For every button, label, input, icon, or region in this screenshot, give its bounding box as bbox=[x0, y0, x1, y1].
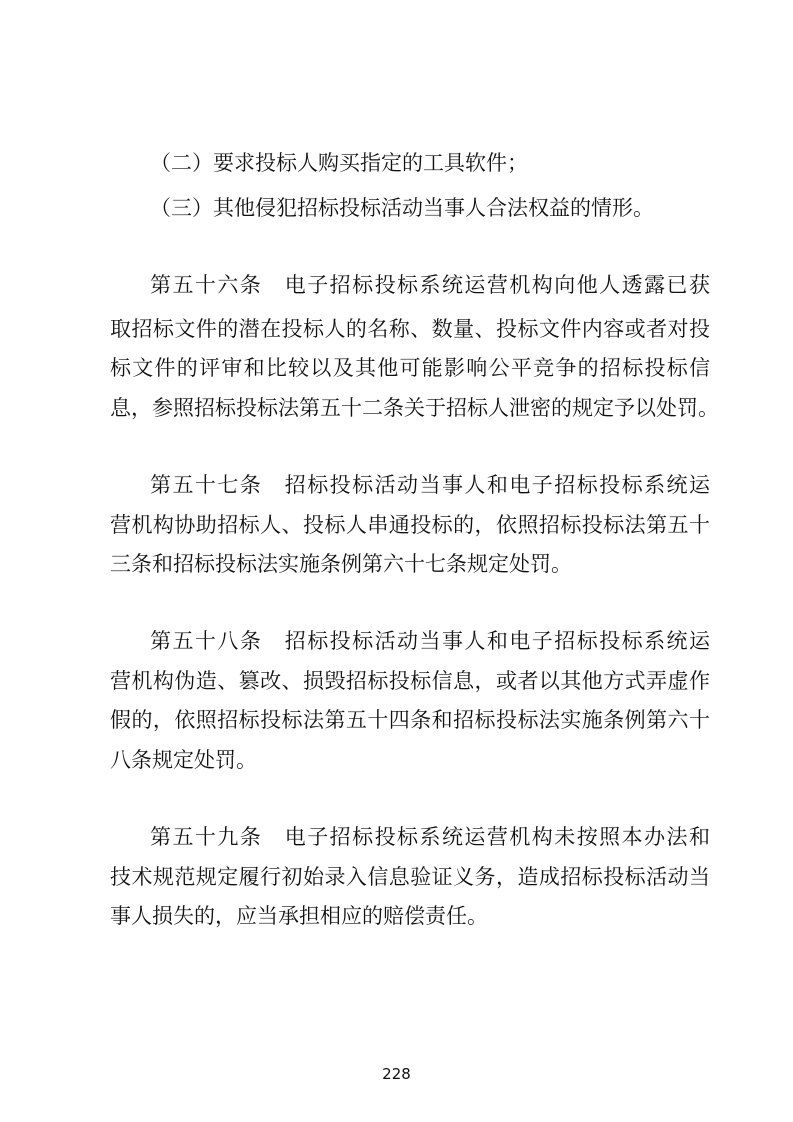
article-line: 三条和招标投标法实施条例第六十七条规定处罚。 bbox=[110, 552, 572, 576]
article-line: 标文件的评审和比较以及其他可能影响公平竞争的招标投标信 bbox=[110, 356, 710, 380]
article-line: 营机构协助招标人、投标人串通投标的，依照招标投标法第五十 bbox=[110, 513, 710, 537]
article-line: 营机构伪造、篡改、损毁招标投标信息，或者以其他方式弄虚作 bbox=[110, 669, 710, 693]
article-line: 第五十八条 招标投标活动当事人和电子招标投标系统运 bbox=[150, 629, 710, 653]
article-line: 假的，依照招标投标法第五十四条和招标投标法实施条例第六十 bbox=[110, 708, 710, 732]
article-line: 技术规范规定履行初始录入信息验证义务，造成招标投标活动当 bbox=[110, 865, 710, 889]
article-line: 第五十六条 电子招标投标系统运营机构向他人透露已获 bbox=[150, 273, 710, 297]
list-item: （二）要求投标人购买指定的工具软件； bbox=[150, 151, 528, 175]
list-item: （三）其他侵犯招标投标活动当事人合法权益的情形。 bbox=[150, 196, 654, 220]
article-line: 第五十九条 电子招标投标系统运营机构未按照本办法和 bbox=[150, 825, 710, 849]
article-line: 事人损失的，应当承担相应的赔偿责任。 bbox=[110, 904, 488, 928]
page-number: 228 bbox=[382, 1065, 411, 1083]
article-line: 第五十七条 招标投标活动当事人和电子招标投标系统运 bbox=[150, 473, 710, 497]
article-line: 息，参照招标投标法第五十二条关于招标人泄密的规定予以处罚。 bbox=[110, 396, 719, 420]
article-line: 取招标文件的潜在投标人的名称、数量、投标文件内容或者对投 bbox=[110, 317, 710, 341]
article-line: 八条规定处罚。 bbox=[110, 748, 257, 772]
